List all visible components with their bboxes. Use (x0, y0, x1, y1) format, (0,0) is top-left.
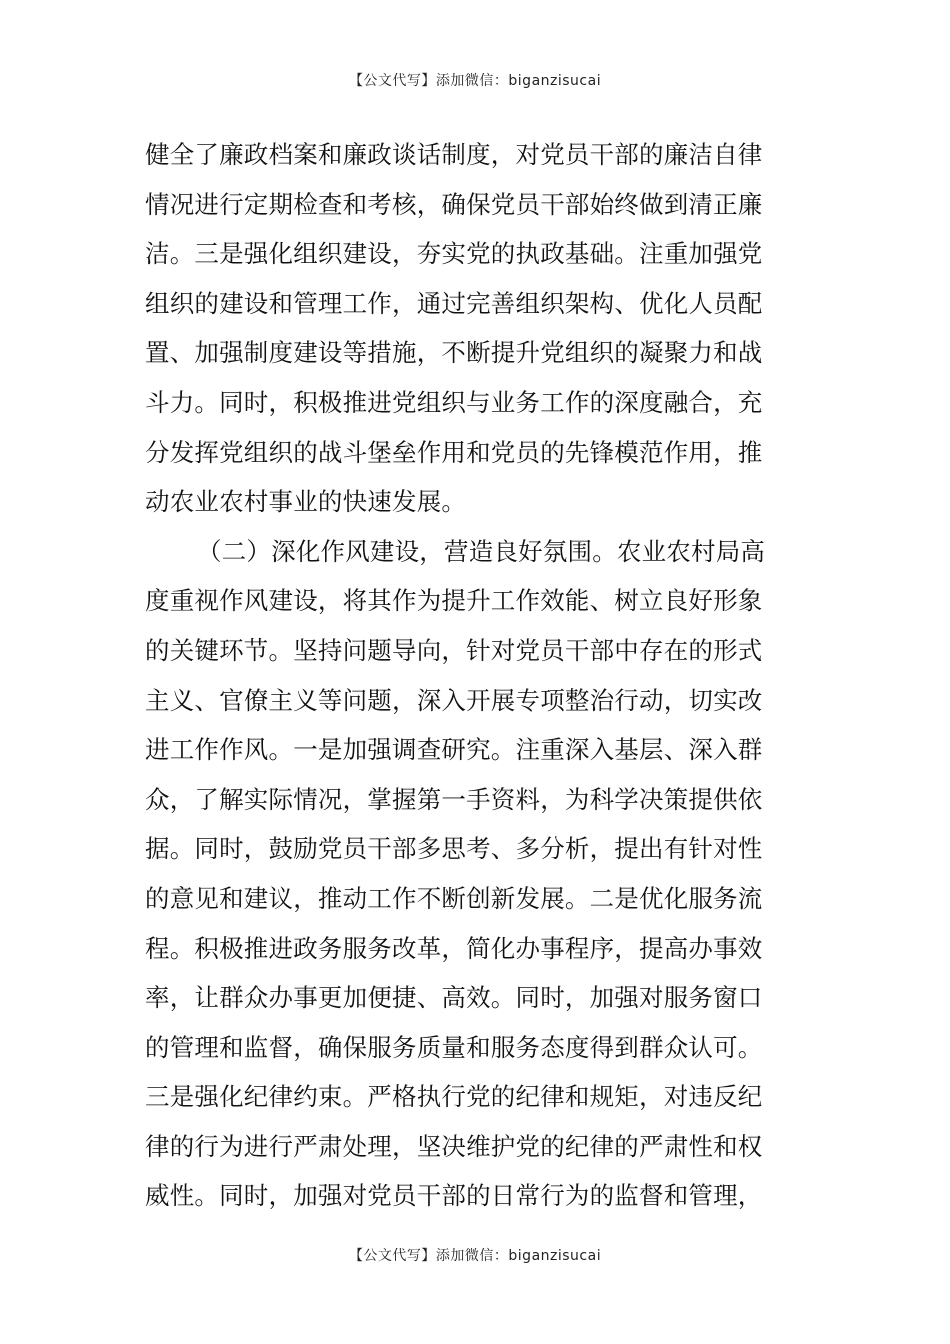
text-line: 威性。同时，加强对党员干部的日常行为的监督和管理， (145, 1181, 763, 1211)
text-line: 进工作作风。一是加强调查研究。注重深入基层、深入群 (145, 735, 763, 765)
text-line: 三是强化纪律约束。严格执行党的纪律和规矩，对违反纪 (145, 1082, 763, 1112)
text-line: 健全了廉政档案和廉政谈话制度，对党员干部的廉洁自律 (145, 140, 763, 169)
text-line: 动农业农村事业的快速发展。 (145, 487, 467, 517)
text-line: 置、加强制度建设等措施，不断提升党组织的凝聚力和战 (145, 338, 763, 368)
text-line: 程。积极推进政务服务改革，简化办事程序，提高办事效 (145, 933, 763, 963)
section-heading-line: （二）深化作风建设，营造良好氛围。农业农村局高 (197, 536, 766, 566)
text-line: 的管理和监督，确保服务质量和服务态度得到群众认可。 (145, 1032, 763, 1062)
page-header: 【公文代写】添加微信：biganzisucai (348, 73, 602, 89)
text-line: 主义、官僚主义等问题，深入开展专项整治行动，切实改 (145, 685, 763, 715)
document-body (145, 130, 810, 1221)
text-line: 斗力。同时，积极推进党组织与业务工作的深度融合，充 (145, 387, 763, 417)
text-line: 率，让群众办事更加便捷、高效。同时，加强对服务窗口 (145, 983, 763, 1013)
text-line: 度重视作风建设，将其作为提升工作效能、树立良好形象 (145, 586, 763, 616)
text-line: 的关键环节。坚持问题导向，针对党员干部中存在的形式 (145, 635, 763, 665)
text-line: 的意见和建议，推动工作不断创新发展。二是优化服务流 (145, 883, 763, 913)
page-footer: 【公文代写】添加微信：biganzisucai (348, 1248, 602, 1264)
text-line: 洁。三是强化组织建设，夯实党的执政基础。注重加强党 (145, 239, 763, 269)
text-line: 分发挥党组织的战斗堡垒作用和党员的先锋模范作用，推 (145, 437, 763, 467)
text-line: 据。同时，鼓励党员干部多思考、多分析，提出有针对性 (145, 834, 763, 864)
text-line: 情况进行定期检查和考核，确保党员干部始终做到清正廉 (145, 189, 763, 219)
text-line: 律的行为进行严肃处理，坚决维护党的纪律的严肃性和权 (145, 1131, 763, 1161)
text-line: 组织的建设和管理工作，通过完善组织架构、优化人员配 (145, 288, 763, 318)
text-line: 众，了解实际情况，掌握第一手资料，为科学决策提供依 (145, 784, 763, 814)
